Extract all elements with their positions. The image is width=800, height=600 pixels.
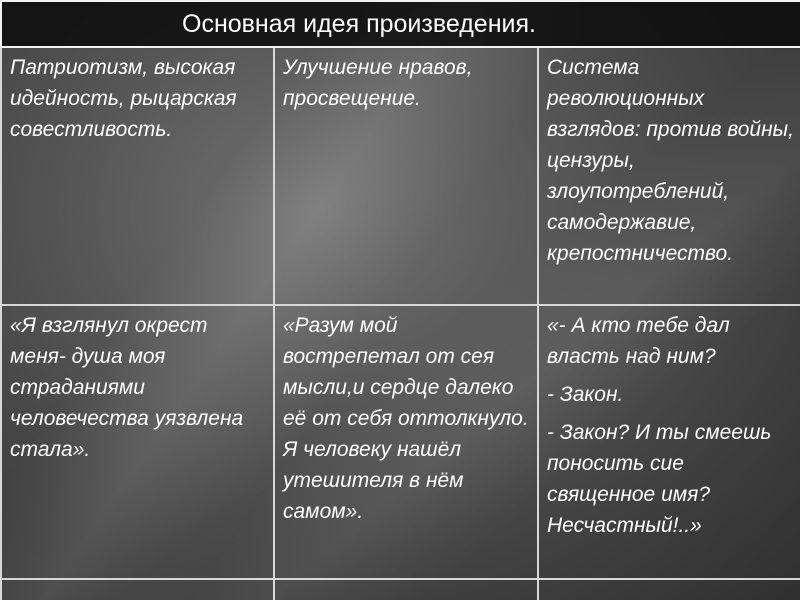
table-cell [274,47,538,305]
table-row [1,47,800,305]
table-row [1,305,800,579]
table-cell [1,305,274,579]
table-row-empty [1,579,800,600]
cell-text: «Разум мой вострепетал от сея мысли,и сердце далеко её от себя оттолкнуло. Я человеку нашёл утешителя в нём самом». [283,314,529,523]
cell-text: - Закон? И ты смеешь поносить сие священное имя? Несчастный!..» [547,421,772,537]
cell-text: Патриотизм, высокая идейность, рыцарская совестливость. [10,56,237,141]
table-cell-empty [538,579,800,600]
table-cell [274,305,538,579]
table-cell-empty [274,579,538,600]
cell-text: «- А кто тебе дал власть над ним? [547,314,730,368]
table-cell [1,47,274,305]
cell-text: «Я взглянул окрест меня- душа моя страданиями человечества уязвлена стала». [10,314,244,461]
table-cell-empty [1,579,274,600]
table-cell [538,305,800,579]
cell-text: Система революционных взглядов: против войны, цензуры, злоупотреблений, самодержавие, крепостничество. [547,56,794,265]
cell-text: - Закон. [547,383,624,406]
cell-text: Улучшение нравов, просвещение. [283,56,473,110]
table-title: Основная идея произведения. [1,1,800,47]
table-header-row [1,1,800,47]
table-cell [538,47,800,305]
